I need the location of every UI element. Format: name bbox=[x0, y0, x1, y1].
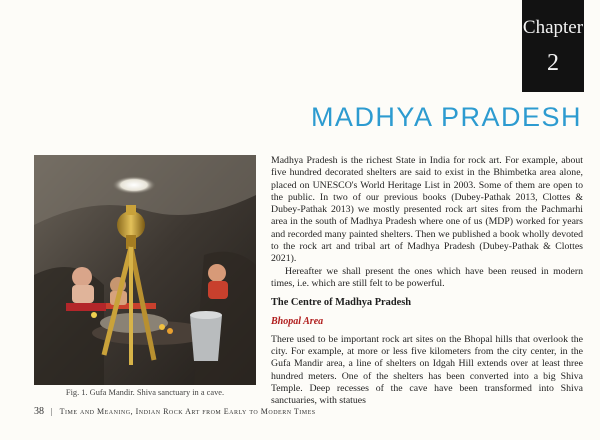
chapter-number: 2 bbox=[547, 50, 559, 76]
article-body bbox=[271, 155, 583, 408]
page-number: 38 bbox=[34, 406, 44, 417]
running-title: Time and Meaning, Indian Rock Art from Early to Modern Times bbox=[59, 407, 316, 416]
intro-paragraph: Madhya Pradesh is the richest State in India for rock art. For example, about five hundred decorated shelters are said to exist in the Bhimbetka area alone, placed on UNESCO's World Heritage List in 2003. Some of them are open to the public. In two of our previous books (Dubey-Pathak 2013, Clottes & Dubey-Pathak 2013) we mostly presented rock art sites from the Pachmarhi area in the south of Madhya Pradesh where one of us (MDP) worked for years and recorded many painted shelters. Then we published a book wholly devoted to the rock art and tribal art of Madhya Pradesh (Dubey-Pathak & Clottes 2021). bbox=[271, 155, 583, 265]
page-title: MADHYA PRADESH bbox=[310, 102, 582, 132]
figure-caption: Fig. 1. Gufa Mandir. Shiva sanctuary in a cave. bbox=[65, 388, 225, 397]
second-paragraph: Hereafter we shall present the ones which have been reused in modern times, i.e. which are still felt to be powerful. bbox=[271, 265, 583, 289]
figure-photo bbox=[34, 155, 256, 385]
page-footer bbox=[34, 406, 316, 417]
chapter-badge bbox=[522, 0, 584, 92]
footer-separator: | bbox=[51, 407, 53, 416]
third-paragraph: There used to be important rock art sites on the Bhopal hills that overlook the city. For example, at more or less five kilometers from the city center, in the Gufa Mandir area, a line of shelters on Idgah Hill extends over at least three hundred meters. One of the shelters has been converted into a big Shiva Temple. Deep recesses of the cave have been transformed into Shiva sanctuaries, with statues bbox=[271, 333, 583, 407]
chapter-label: Chapter bbox=[522, 17, 584, 38]
subsection-heading: Bhopal Area bbox=[271, 315, 324, 327]
section-heading: The Centre of Madhya Pradesh bbox=[271, 297, 412, 309]
